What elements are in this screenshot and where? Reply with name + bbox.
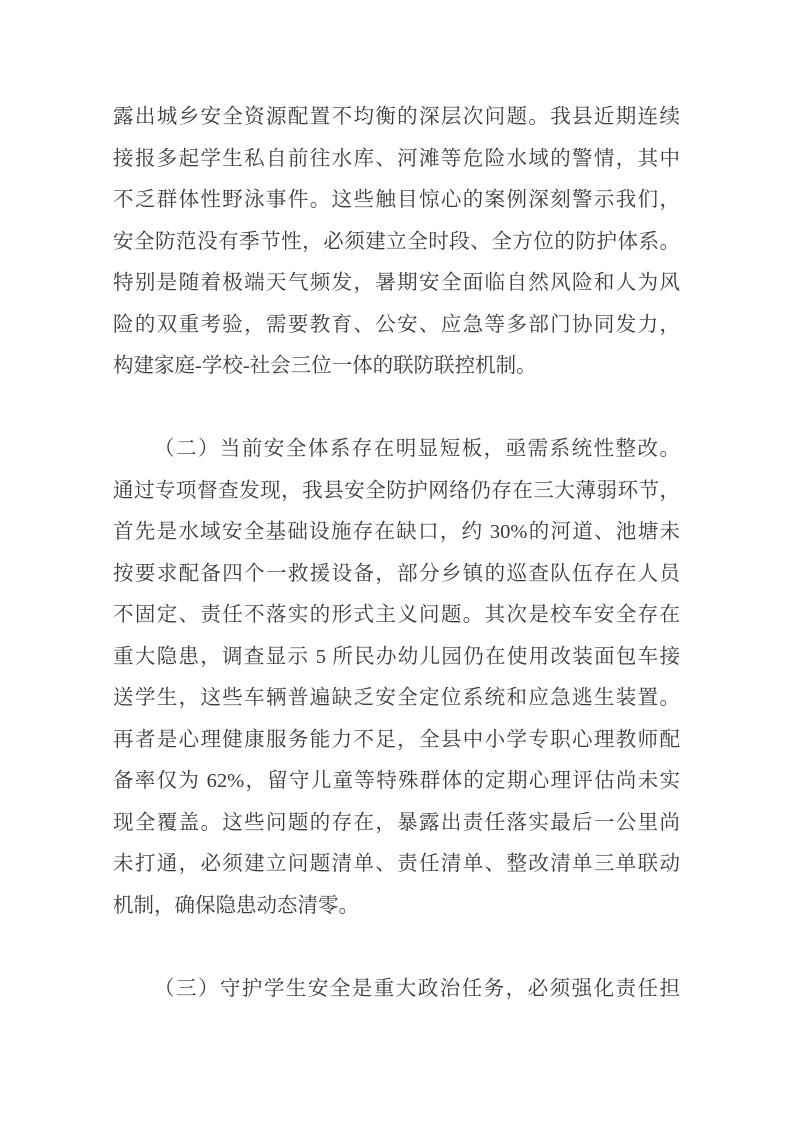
text-line: 现全覆盖。这些问题的存在，暴露出责任落实最后一公里尚 (113, 811, 680, 834)
text-line: 重大隐患，调查显示 5 所民办幼儿园仍在使用改装面包车接 (113, 645, 680, 668)
text-line: 首先是水域安全基础设施存在缺口，约 30%的河道、池塘未 (113, 521, 680, 543)
paragraph-section-three (113, 969, 680, 1011)
text-line: （二）当前安全体系存在明显短板，亟需系统性整改。 (154, 438, 680, 460)
text-line: 备率仅为 62%，留守儿童等特殊群体的定期心理评估尚未实 (113, 770, 680, 792)
text-line: 特别是随着极端天气频发，暑期安全面临自然风险和人为风 (113, 272, 680, 294)
text-line: 未打通，必须建立问题清单、责任清单、整改清单三单联动 (113, 853, 680, 875)
text-line: 露出城乡安全资源配置不均衡的深层次问题。我县近期连续 (113, 106, 680, 128)
text-line: 通过专项督查发现，我县安全防护网络仍存在三大薄弱环节， (113, 479, 680, 502)
text-line: 送学生，这些车辆普遍缺乏安全定位系统和应急逃生装置。 (113, 687, 680, 709)
text-line: 不固定、责任不落实的形式主义问题。其次是校车安全存在 (113, 604, 680, 626)
document-body-text (113, 97, 680, 1010)
text-line: 再者是心理健康服务能力不足，全县中小学专职心理教师配 (113, 728, 680, 751)
text-line: 安全防范没有季节性，必须建立全时段、全方位的防护体系。 (113, 230, 680, 253)
text-line: 险的双重考验，需要教育、公安、应急等多部门协同发力， (113, 313, 680, 336)
paragraph-continued (113, 97, 680, 388)
text-line: 不乏群体性野泳事件。这些触目惊心的案例深刻警示我们， (113, 189, 680, 211)
text-line: 机制，确保隐患动态清零。 (113, 894, 359, 917)
text-line: 接报多起学生私自前往水库、河滩等危险水域的警情，其中 (113, 147, 680, 170)
text-line: 构建家庭-学校-社会三位一体的联防联控机制。 (113, 355, 537, 377)
text-line: 按要求配备四个一救援设备，部分乡镇的巡查队伍存在人员 (113, 562, 680, 585)
text-line: （三）守护学生安全是重大政治任务，必须强化责任担 (154, 977, 680, 1000)
paragraph-section-two (113, 429, 680, 927)
